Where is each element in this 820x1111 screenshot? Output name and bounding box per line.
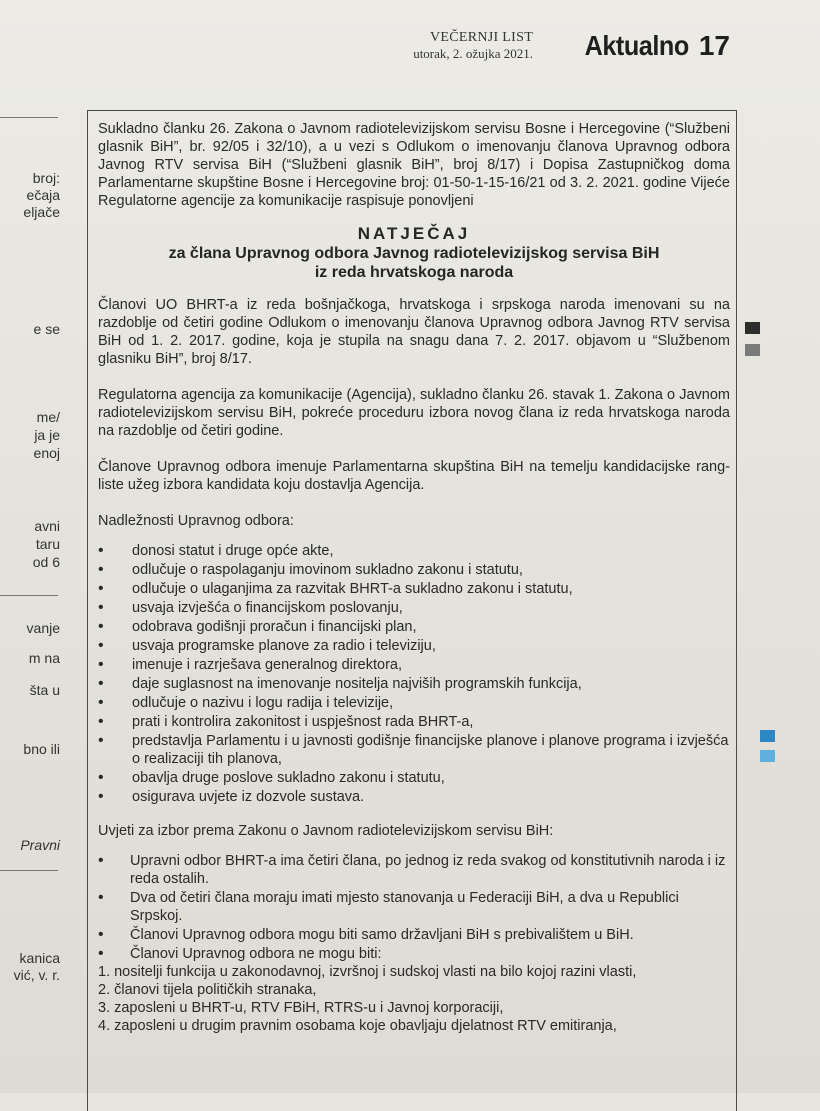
left-fragment: avni [34,518,60,534]
paragraph-agency: Regulatorna agencija za komunikacije (Agencija), sukladno članku 26. stavak 1. Zakona o Javnom radiotelevizijskom servisu BiH, pokreće proceduru izbora novog člana iz reda hrvatskoga naroda na razdoblje od četiri godine. [98,387,730,439]
column-rule [0,117,58,118]
powers-list [98,542,730,806]
list-item: • osigurava uvjete iz dozvole sustava. [98,788,730,806]
left-fragment: kanica [19,950,60,966]
section-title: Aktualno [584,30,689,61]
list-item: • odlučuje o nazivu i logu radija i televizije, [98,694,730,712]
column-rule [0,870,58,871]
notice-body [98,120,730,1035]
column-rule [0,595,58,596]
list-item: 1. nositelji funkcija u zakonodavnoj, izvršnoj i sudskoj vlasti na bilo kojoj razini vlasti, [98,964,637,980]
list-item: 2. članovi tijela političkih stranaka, [98,982,317,998]
left-column-cutoff [0,95,60,1093]
list-item: • usvaja izvješća o financijskom poslovanju, [98,599,730,617]
left-fragment: ečaja [26,187,60,203]
left-fragment: broj: [32,170,60,186]
page-number: 17 [698,30,730,61]
publication-info [413,30,533,62]
left-fragment: m na [28,650,60,666]
left-fragment: taru [35,536,60,552]
left-fragment: eljače [23,204,60,220]
powers-label: Nadležnosti Upravnog odbora: [98,513,294,529]
issue-date: utorak, 2. ožujka 2021. [413,46,534,61]
paragraph-parliament: Članove Upravnog odbora imenuje Parlamentarna skupština BiH na temelju kandidacijske rang-liste užeg izbora kandidata koju dostavlja Agencija. [98,459,730,493]
notice-subtitle: iz reda hrvatskoga naroda [314,264,514,281]
list-item: 3. zaposleni u BHRT-u, RTV FBiH, RTRS-u i Javnoj korporaciji, [98,1000,504,1016]
exclusions-list [98,963,730,1035]
paragraph-members: Članovi UO BHRT-a iz reda bošnjačkoga, hrvatskoga i srpskoga naroda imenovani su na razdoblje od četiri godine Odlukom o imenovanju članova Upravnog odbora Javnog RTV servisa BiH od 1. 2. 2017. godine, koja je stupila na snagu dana 7. 2. 2017. objavom u “Službenom glasniku BiH”, broj 8/17. [98,297,730,367]
list-item: • Članovi Upravnog odbora ne mogu biti: [98,945,730,963]
left-fragment: Pravni [20,837,60,853]
color-marker-blue [760,730,775,742]
list-item: • obavlja druge poslove sukladno zakonu i statutu, [98,769,730,787]
left-fragment: me/ [36,409,60,425]
list-item: • Dva od četiri člana moraju imati mjesto stanovanja u Federaciji BiH, a dva u Republici Srpskoj. [98,889,730,925]
list-item: • Članovi Upravnog odbora mogu biti samo državljani BiH s prebivalištem u BiH. [98,926,730,944]
left-fragment: vanje [26,620,60,636]
list-item: • predstavlja Parlamentu i u javnosti godišnje financijske planove i planove programa i izvješća o realizaciji tih planova, [98,732,730,768]
list-item: • odobrava godišnji proračun i financijski plan, [98,618,730,636]
list-item: • prati i kontrolira zakonitost i uspješnost rada BHRT-a, [98,713,730,731]
left-fragment: šta u [29,682,60,698]
newspaper-name: VEČERNJI LIST [430,30,534,45]
left-fragment: bno ili [23,741,60,757]
notice-subtitle: za člana Upravnog odbora Javnog radiotelevizijskog servisa BiH [168,245,660,262]
color-marker-gray [745,344,760,356]
list-item: • usvaja programske planove za radio i televiziju, [98,637,730,655]
notice-heading [98,224,730,282]
left-fragment: ja je [34,427,60,443]
masthead [413,30,730,62]
list-item: • donosi statut i druge opće akte, [98,542,730,560]
list-item: • Upravni odbor BHRT-a ima četiri člana, po jednog iz reda svakog od konstitutivnih naroda i iz reda ostalih. [98,852,730,888]
left-fragment: vić, v. r. [13,967,60,983]
list-item: • odlučuje o ulaganjima za razvitak BHRT-a sukladno zakonu i statutu, [98,580,730,598]
left-fragment: od 6 [32,554,60,570]
list-item: • daje suglasnost na imenovanje nositelja najviših programskih funkcija, [98,675,730,693]
conditions-list [98,852,730,963]
list-item: • imenuje i razrješava generalnog direktora, [98,656,730,674]
notice-title: NATJEČAJ [357,224,471,243]
intro-paragraph: Sukladno članku 26. Zakona o Javnom radiotelevizijskom servisu Bosne i Hercegovine (“Službeni glasnik BiH”, br. 92/05 i 32/10), a u vezi s Odlukom o imenovanju članova Upravnog odbora Javnog RTV servisa BiH (“Službeni glasnik BiH”, broj 8/17) i Dopisa Zastupničkog doma Parlamentarne skupštine Bosne i Hercegovine broj: 01-50-1-15-16/21 od 3. 2. 2021. godine Vijeće Regulatorne agencije za komunikacije raspisuje ponovljeni [98,121,730,209]
left-fragment: enoj [33,445,60,461]
left-fragment: e se [33,321,60,337]
list-item: • odlučuje o raspolaganju imovinom sukladno zakonu i statutu, [98,561,730,579]
conditions-label: Uvjeti za izbor prema Zakonu o Javnom radiotelevizijskom servisu BiH: [98,823,554,839]
color-marker-dark [745,322,760,334]
list-item: 4. zaposleni u drugim pravnim osobama koje obavljaju djelatnost RTV emitiranja, [98,1018,617,1034]
color-marker-lightblue [760,750,775,762]
